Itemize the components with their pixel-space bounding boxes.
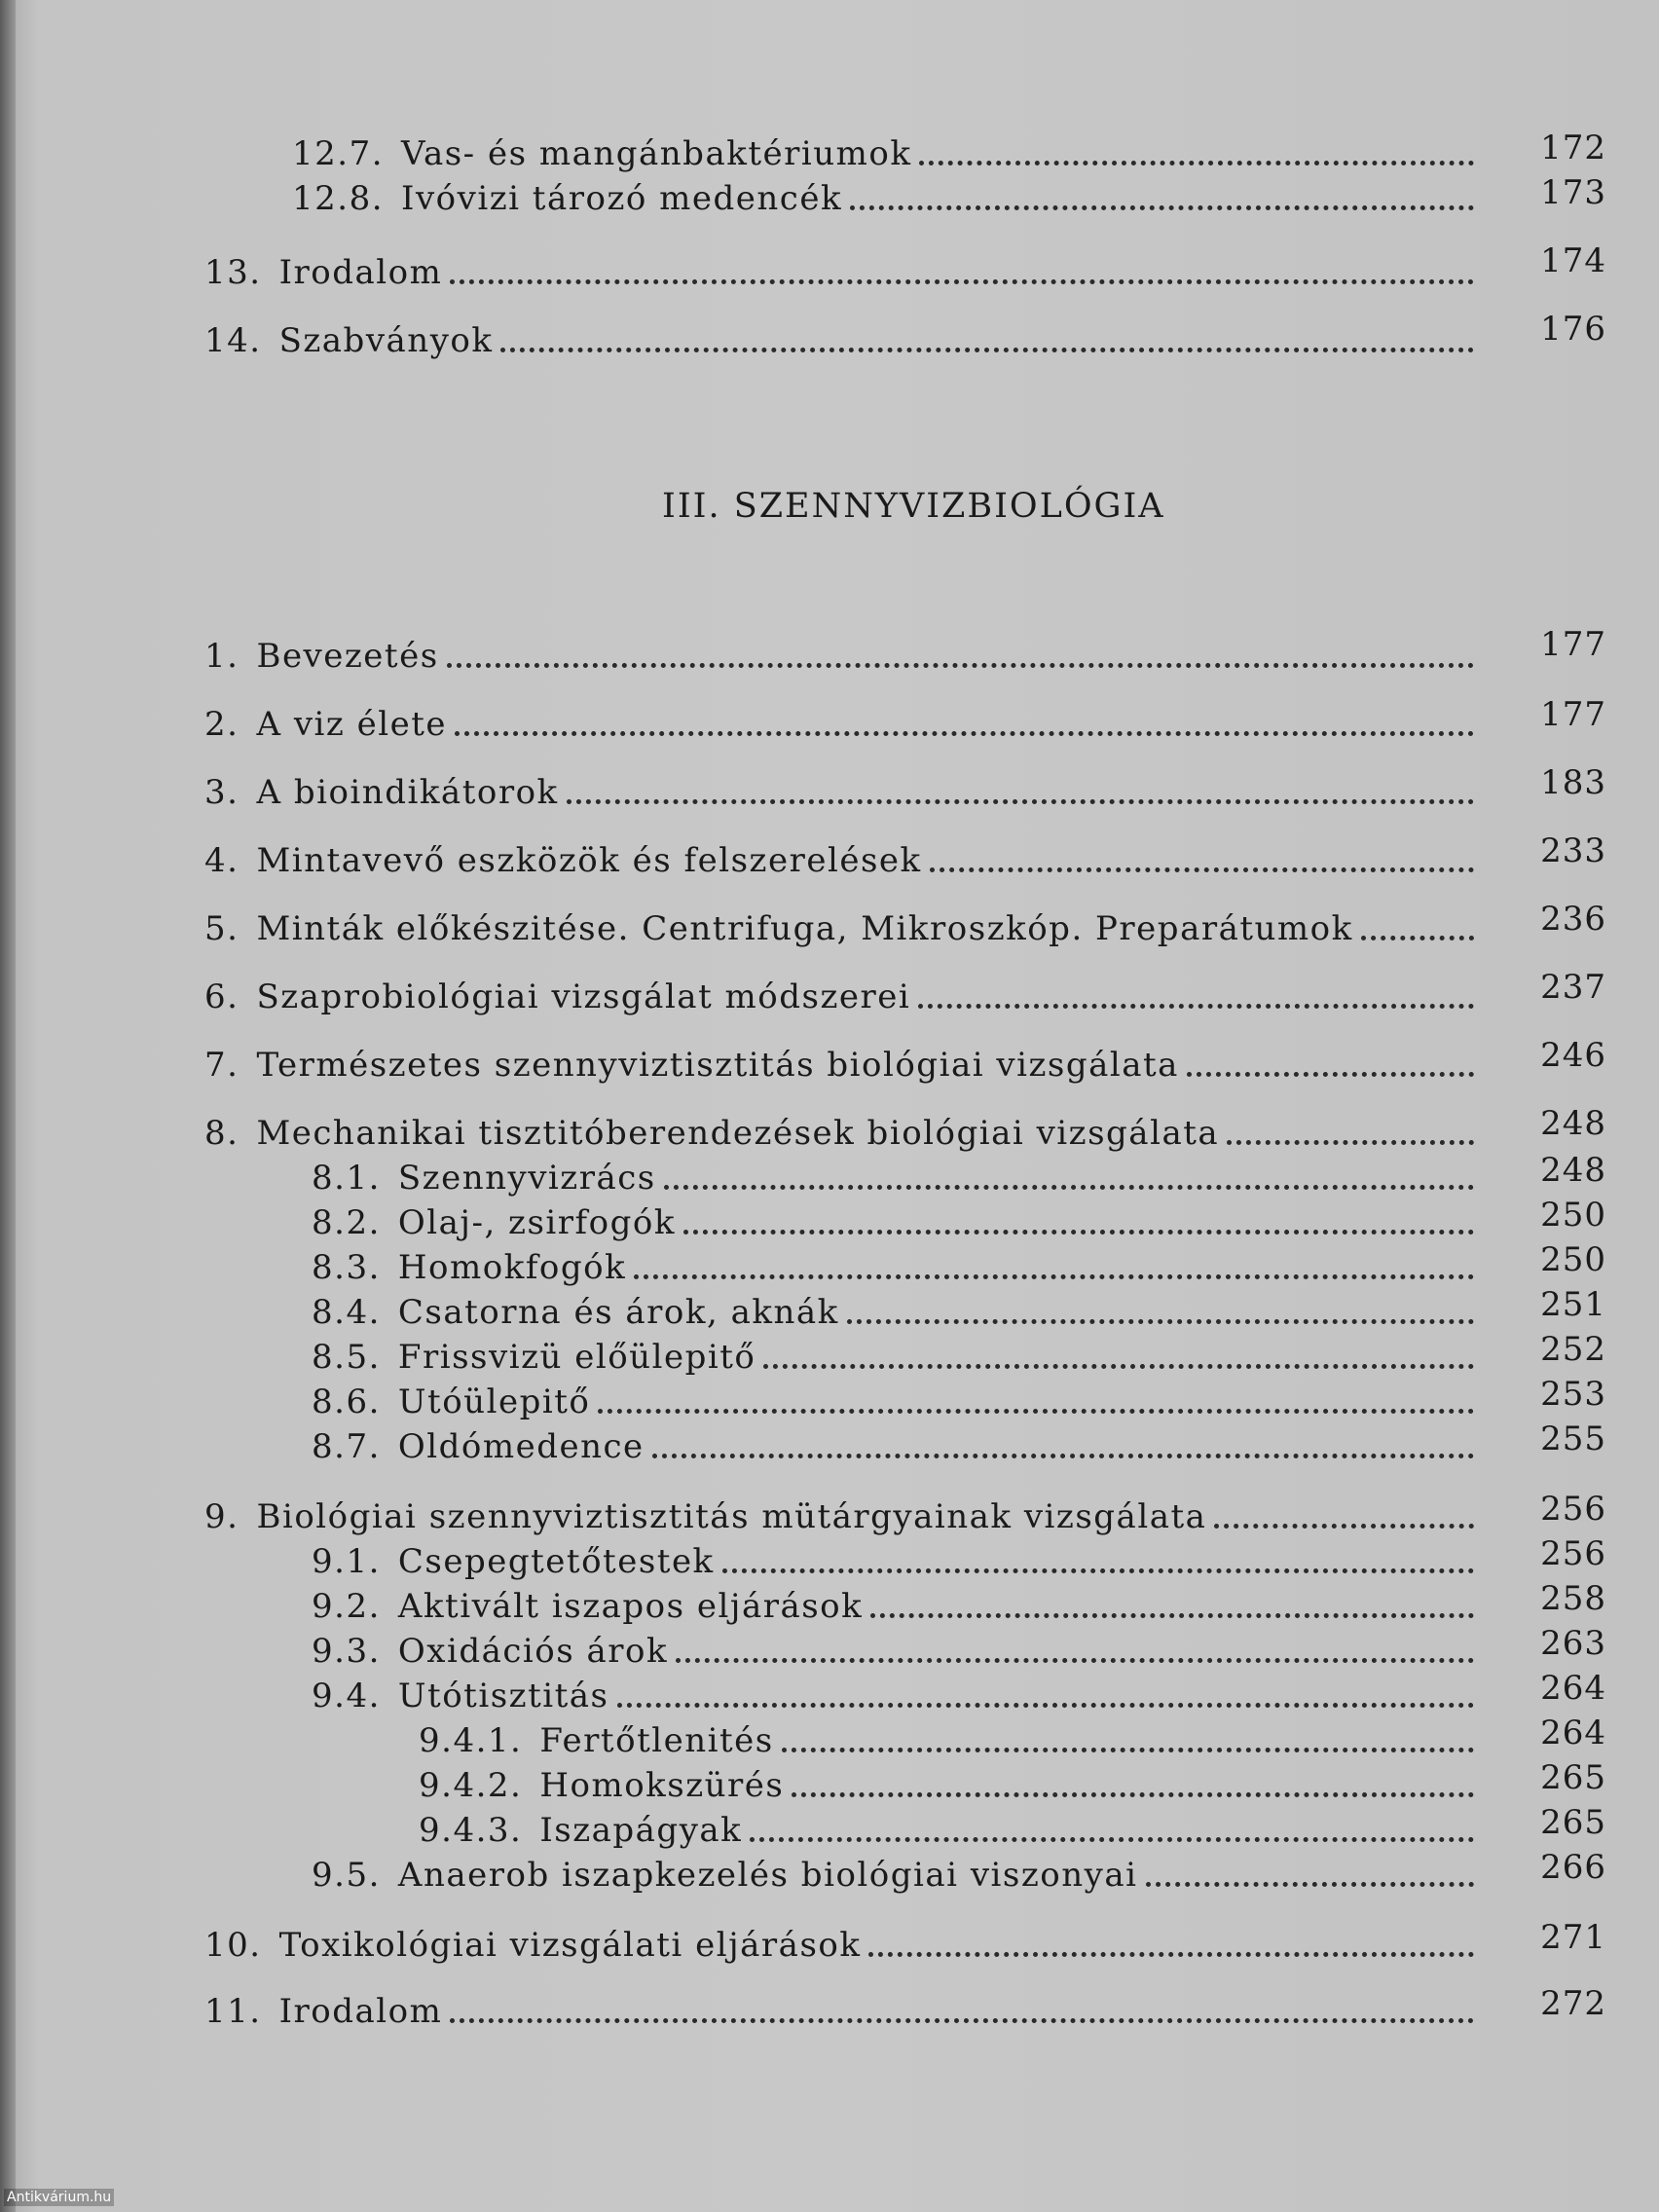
toc-entry-page: 264 — [1540, 1669, 1606, 1708]
dot-leader — [652, 1454, 1474, 1458]
toc-entry — [312, 1630, 1480, 1673]
toc-entry-title: Csatorna és árok, aknák — [397, 1293, 839, 1332]
toc-entry-page: 183 — [1540, 763, 1606, 802]
dot-leader — [792, 1792, 1474, 1797]
toc-entry-title: Oxidációs árok — [397, 1632, 669, 1671]
toc-entry-page: 251 — [1540, 1285, 1606, 1324]
toc-entry — [204, 976, 1480, 1018]
toc-entry — [204, 1924, 1480, 1967]
toc-entry-number: 9.4.3. — [419, 1811, 523, 1850]
toc-entry-page: 176 — [1540, 310, 1606, 349]
toc-entry-number: 12.7. — [292, 134, 385, 173]
toc-entry — [204, 635, 1480, 678]
toc-entry-title: A bioindikátorok — [256, 773, 559, 812]
toc-entry-title: Irodalom — [278, 1992, 443, 2031]
toc-entry-page: 256 — [1540, 1534, 1606, 1573]
toc-entry-number: 9.4. — [312, 1677, 381, 1715]
toc-entry-page: 250 — [1540, 1196, 1606, 1235]
toc-entry-title: Anaerob iszapkezelés biológiai viszonyai — [397, 1856, 1138, 1895]
toc-entry-number: 3. — [204, 773, 240, 812]
dot-leader — [1214, 1524, 1474, 1529]
dot-leader — [1187, 1072, 1474, 1077]
toc-entry-page: 177 — [1540, 695, 1606, 734]
toc-entry-title: Homokszürés — [539, 1766, 785, 1805]
toc-entry — [204, 1495, 1480, 1538]
toc-entry-number: 9.4.1. — [419, 1721, 523, 1760]
toc-entry-number: 8. — [204, 1114, 240, 1153]
toc-entry-page: 264 — [1540, 1714, 1606, 1752]
toc-entry-page: 255 — [1540, 1419, 1606, 1458]
dot-leader — [455, 731, 1474, 736]
toc-entry-number: 13. — [204, 253, 262, 292]
toc-entry-title: Szaprobiológiai vizsgálat módszerei — [256, 977, 911, 1016]
toc-entry-title: Mechanikai tisztitóberendezések biológiai vizsgálata — [256, 1114, 1220, 1153]
toc-entry-number: 8.7. — [312, 1427, 381, 1466]
toc-entry-page: 271 — [1540, 1918, 1606, 1957]
dot-leader — [567, 799, 1474, 804]
toc-entry-title: Szabványok — [278, 321, 494, 360]
toc-entry-title: Csepegtetőtestek — [397, 1542, 715, 1581]
toc-entry-page: 265 — [1540, 1758, 1606, 1797]
dot-leader — [750, 1837, 1474, 1842]
toc-entry-title: Utótisztitás — [397, 1677, 609, 1715]
toc-entry-number: 14. — [204, 321, 262, 360]
toc-entry-number: 9.1. — [312, 1542, 381, 1581]
toc-entry-number: 1. — [204, 637, 240, 676]
dot-leader — [930, 867, 1474, 872]
toc-entry-title: Természetes szennyviztisztitás biológiai vizsgálata — [256, 1046, 1179, 1085]
toc-entry-title: Vas- és mangánbaktériumok — [401, 134, 912, 173]
toc-entry — [204, 319, 1480, 362]
toc-entry-page: 266 — [1540, 1848, 1606, 1887]
toc-entry — [312, 1425, 1480, 1468]
toc-entry-page: 250 — [1540, 1240, 1606, 1279]
toc-entry-page: 172 — [1540, 129, 1606, 167]
dot-leader — [450, 279, 1474, 284]
dot-leader — [870, 1613, 1474, 1618]
toc-entry-title: Iszapágyak — [539, 1811, 743, 1850]
dot-leader — [450, 2018, 1474, 2023]
toc-entry-number: 8.2. — [312, 1203, 381, 1242]
dot-leader — [722, 1568, 1474, 1573]
toc-entry-number: 9.2. — [312, 1587, 381, 1626]
dot-leader — [676, 1658, 1474, 1663]
toc-entry-page: 256 — [1540, 1490, 1606, 1529]
dot-leader — [763, 1364, 1474, 1369]
toc-entry-page: 272 — [1540, 1984, 1606, 2023]
dot-leader — [850, 205, 1474, 210]
toc-entry — [419, 1719, 1480, 1762]
toc-entry — [312, 1157, 1480, 1199]
toc-entry-page: 174 — [1540, 241, 1606, 280]
dot-leader — [782, 1748, 1474, 1752]
toc-entry — [312, 1675, 1480, 1717]
toc-entry — [419, 1764, 1480, 1807]
toc-entry-title: Minták előkészitése. Centrifuga, Mikroszkóp. Preparátumok — [256, 909, 1353, 948]
toc-entry-page: 263 — [1540, 1624, 1606, 1663]
section-heading: III. SZENNYVIZBIOLÓGIA — [662, 487, 1165, 526]
toc-entry — [204, 1044, 1480, 1087]
dot-leader — [1146, 1882, 1474, 1887]
toc-entry — [312, 1381, 1480, 1423]
dot-leader — [664, 1185, 1474, 1190]
toc-entry-title: Mintavevő eszközök és felszerelések — [256, 841, 922, 880]
toc-entry-number: 9.5. — [312, 1856, 381, 1895]
toc-entry — [312, 1291, 1480, 1334]
toc-entry-page: 248 — [1540, 1151, 1606, 1190]
toc-entry — [204, 771, 1480, 814]
toc-entry-title: Toxikológiai vizsgálati eljárások — [278, 1926, 862, 1965]
toc-entry-number: 2. — [204, 705, 240, 744]
toc-entry-number: 6. — [204, 977, 240, 1016]
toc-entry — [292, 177, 1480, 220]
toc-entry-title: Aktivált iszapos eljárások — [397, 1587, 864, 1626]
dot-leader — [598, 1409, 1474, 1414]
toc-entry-title: Homokfogók — [397, 1248, 627, 1287]
toc-entry-title: Utóülepitő — [397, 1382, 591, 1421]
page-edge-shadow — [0, 0, 16, 2212]
toc-entry-number: 4. — [204, 841, 240, 880]
toc-entry — [312, 1201, 1480, 1244]
toc-entry — [204, 1990, 1480, 2033]
toc-entry-number: 9.4.2. — [419, 1766, 523, 1805]
toc-entry — [204, 1112, 1480, 1155]
toc-entry-number: 9. — [204, 1497, 240, 1536]
toc-entry-number: 7. — [204, 1046, 240, 1085]
toc-entry-page: 258 — [1540, 1579, 1606, 1618]
toc-entry-page: 246 — [1540, 1036, 1606, 1075]
toc-entry-page: 177 — [1540, 625, 1606, 664]
toc-entry — [312, 1854, 1480, 1897]
toc-entry-page: 265 — [1540, 1803, 1606, 1842]
toc-entry-number: 12.8. — [292, 179, 385, 218]
dot-leader — [1361, 936, 1474, 940]
watermark: Antikvárium.hu — [4, 2189, 114, 2206]
toc-entry-title: Frissvizü előülepitő — [397, 1338, 756, 1377]
dot-leader — [868, 1952, 1474, 1957]
dot-leader — [500, 348, 1474, 352]
toc-entry — [204, 703, 1480, 746]
toc-entry — [204, 839, 1480, 882]
toc-entry-number: 11. — [204, 1992, 262, 2031]
dot-leader — [847, 1319, 1474, 1324]
toc-entry-page: 173 — [1540, 173, 1606, 212]
toc-entry-number: 8.4. — [312, 1293, 381, 1332]
toc-entry-title: Ivóvizi tározó medencék — [401, 179, 843, 218]
toc-entry-number: 8.3. — [312, 1248, 381, 1287]
toc-entry — [292, 132, 1480, 175]
toc-entry — [312, 1336, 1480, 1379]
toc-entry-title: Olaj-, zsirfogók — [397, 1203, 676, 1242]
toc-entry-number: 8.6. — [312, 1382, 381, 1421]
toc-entry — [312, 1540, 1480, 1583]
toc-entry-number: 9.3. — [312, 1632, 381, 1671]
dot-leader — [918, 1004, 1474, 1009]
toc-entry — [204, 907, 1480, 950]
dot-leader — [1227, 1140, 1474, 1145]
toc-entry-title: Biológiai szennyviztisztitás mütárgyainak vizsgálata — [256, 1497, 1207, 1536]
toc-entry-page: 252 — [1540, 1330, 1606, 1369]
toc-entry — [312, 1246, 1480, 1289]
dot-leader — [634, 1274, 1474, 1279]
toc-entry-number: 8.1. — [312, 1159, 381, 1198]
toc-entry-number: 5. — [204, 909, 240, 948]
toc-entry — [312, 1585, 1480, 1628]
toc-entry-title: Szennyvizrács — [397, 1159, 656, 1198]
dot-leader — [617, 1703, 1475, 1708]
toc-entry-title: Irodalom — [278, 253, 443, 292]
toc-entry-title: Bevezetés — [256, 637, 439, 676]
toc-entry — [419, 1809, 1480, 1852]
toc-entry-title: Oldómedence — [397, 1427, 645, 1466]
toc-entry-title: A viz élete — [256, 705, 448, 744]
dot-leader — [919, 161, 1474, 166]
toc-entry-title: Fertőtlenités — [539, 1721, 774, 1760]
dot-leader — [683, 1230, 1474, 1235]
dot-leader — [447, 663, 1474, 668]
toc-entry-page: 236 — [1540, 900, 1606, 939]
toc-entry-number: 8.5. — [312, 1338, 381, 1377]
toc-entry-page: 233 — [1540, 831, 1606, 870]
toc-entry-page: 237 — [1540, 968, 1606, 1007]
toc-entry-page: 248 — [1540, 1104, 1606, 1143]
toc-entry — [204, 251, 1480, 294]
toc-entry-page: 253 — [1540, 1375, 1606, 1414]
toc-entry-number: 10. — [204, 1926, 262, 1965]
